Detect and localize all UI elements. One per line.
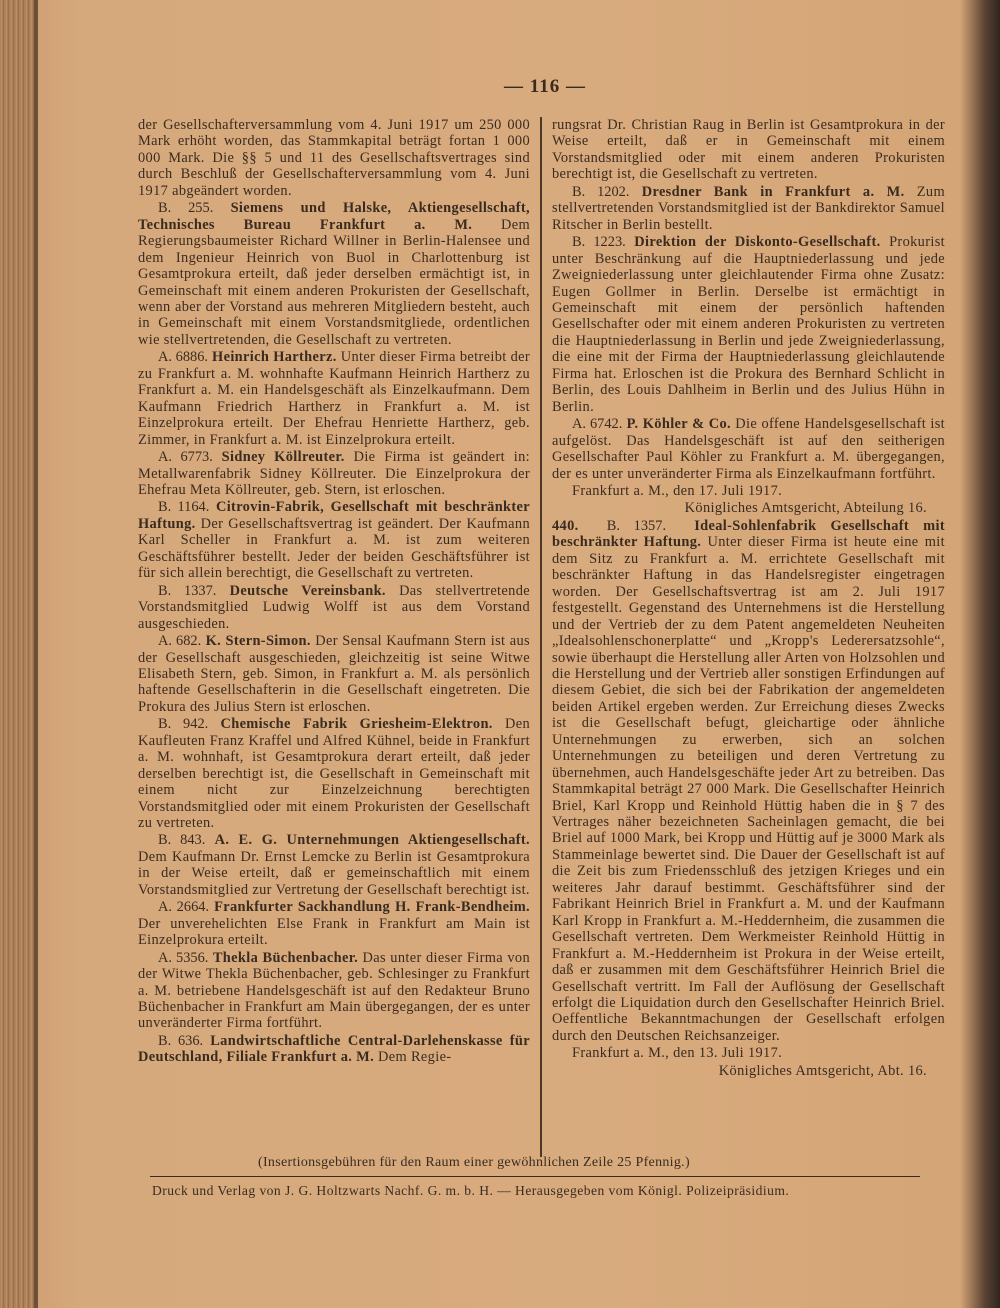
register-entry [138,449,530,498]
register-entry [138,583,530,632]
notice-number: 440. [552,517,579,534]
footer-rule [150,1176,920,1177]
register-ref: B. 942. [158,716,209,733]
book-page-edges [0,0,34,1308]
register-ref: B. 1357. [606,517,667,534]
register-ref: A. 6886. [158,349,209,366]
entry-title: K. Stern-Simon. [205,633,311,650]
register-entry [552,416,945,482]
court-signature: Königliches Amtsgericht, Abt. 16. [718,1062,927,1079]
entry-text: Unter dieser Firma ist heute eine mit dem Sitz zu Frankfurt a. M. errichtete Gesellschaft mit beschränkter Haftung in das Handelsregister eingetragen worden. Der Gesellschaftsvertrag ist am 2. Juli 1917 festgestellt. Gegenstand des Unternehmens ist die Herstellung und der Vertrieb der zu dem Patent angemeldeten Neuheiten „Idealsohlenschonerplatte“ und „Kropp's Lederersatzsohle“, sowie überhaupt die Herstellung aller Arten von Holzsohlen und die Herstellung und der Vertrieb aller sonstigen Erfindungen auf diesem Gebiet, die sich bei der Fabrikation der angemeldeten beiden Artikel ergeben werden. Zur Erreichung dieses Zwecks ist die Gesellschaft befugt, gleichartige oder ähnliche Unternehmungen zu erwerben, sich an solchen Unternehmungen zu beteiligen und deren Vertretung zu übernehmen, auch Handelsgeschäfte jeder Art zu betreiben. Das Stammkapital beträgt 27 000 Mark. Die Gesellschafter Heinrich Briel, Karl Kropp und Reinhold Hüttig haben die in § 7 des Vertrages näher bezeichneten Sacheinlagen gemacht, die bei Briel auf 1000 Mark, bei Kropp und Hüttig auf je 3000 Mark als Stammeinlage bewertet sind. Die Dauer der Gesellschaft ist auf die Zeit bis zum Friedensschluß des jetzigen Krieges und ein weiteres Jahr darauf bestimmt. Geschäftsführer sind der Fabrikant Heinrich Briel in Frankfurt a. M. und der Kaufmann Karl Kropp in Frankfurt a. M.-Heddernheim, die zusammen die Gesellschaft vertreten. Dem Werkmeister Reinhold Hüttig in Frankfurt a. M.-Heddernheim ist Prokura in der Weise erteilt, daß er zusammen mit dem Geschäftsführer Heinrich Briel die Gesellschaft vertritt. Im Fall der Auflösung der Gesellschaft erfolgt die Liquidation durch den Gesellschafter Heinrich Briel. Oeffentliche Bekanntmachungen der Gesellschaft erfolgen durch den Deutschen Reichsanzeiger. [552,534,945,1044]
left-entries [138,200,530,1066]
register-ref: A. 6742. [572,416,623,433]
court-signature: Königliches Amtsgericht, Abteilung 16. [684,500,927,517]
entry-text: Der Gesellschaftsvertrag ist geändert. Der Kaufmann Karl Scheller in Frankfurt a. M. ist zum weiteren Geschäftsführer bestellt. Jeder der beiden Geschäftsführer ist für sich allein berechtigt, die Gesellschaft zu vertreten. [138,515,530,582]
entry-text: Dem Kaufmann Dr. Ernst Lemcke zu Berlin ist Gesamtprokura in der Weise erteilt, daß er gemeinschaftlich mit einem Vorstandsmitglied zur Vertretung der Gesellschaft berechtigt ist. [138,848,530,898]
register-entry [138,1033,530,1066]
entry-title: Frankfurter Sackhandlung H. Frank-Bendheim. [214,899,531,916]
register-ref: B. 1202. [572,183,630,200]
register-ref: A. 682. [158,633,202,650]
entry-title: Direktion der Diskonto-Gesellschaft. [634,234,881,251]
entry-title: Deutsche Vereinsbank. [229,582,386,599]
entry-text: Prokurist unter Beschränkung auf die Hauptniederlassung und jede Zweigniederlassung unter gleichlautender Firma ohne Zusatz: Eugen Gollmer in Berlin. Derselbe ist ermächtigt in Gemeinschaft mit einem der persönlich haftenden Gesellschafter oder mit einem anderen Prokuristen zu vertreten die Hauptniederlassung in Berlin und jede Zweigniederlassung, die eine mit der Firma der Hauptniederlassung gleichlautende Firma hat. Erloschen ist die Prokura des Bernhard Schlicht in Berlin, des Louis Dahlheim in Berlin und des Julius Hühn in Berlin. [552,234,945,415]
entry-text: Den Kaufleuten Franz Kraffel und Alfred Kühnel, beide in Frankfurt a. M. wohnhaft, ist Gesamtprokura derart erteilt, daß jeder derselben berechtigt ist, die Gesellschaft in Gemeinschaft mit einem nicht zur Einzelzeichnung berechtigten Vorstandsmitglied oder mit einem Prokuristen der Gesellschaft zu vertreten. [138,716,531,832]
register-ref: A. 5356. [158,949,209,966]
register-ref: B. 636. [158,1032,204,1049]
entry-text: Das stellvertretende Vorstandsmitglied Ludwig Wolff ist aus dem Vorstand ausgeschieden. [138,582,530,632]
entry-title: Chemische Fabrik Griesheim-Elektron. [220,716,493,733]
entry-title: Ideal-Sohlenfabrik Gesellschaft mit beschränkter Haftung. [552,517,945,551]
page-number: — 116 — [504,76,586,97]
register-entry [138,349,530,448]
entry-title: Sidney Köllreuter. [221,449,345,466]
imprint: Druck und Verlag von J. G. Holtzwarts Nachf. G. m. b. H. — Herausgegeben vom Königl. Polizeipräsidium. [152,1183,790,1198]
entry-text: Unter dieser Firma betreibt der zu Frankfurt a. M. wohnhafte Kaufmann Heinrich Hartherz zu Frankfurt a. M. ein Handelsgeschäft als Einzelkaufmann. Dem Kaufmann Friedrich Hartherz in Frankfurt a. M. ist Einzelprokura erteilt. Der Ehefrau Henriette Hartherz, geb. Zimmer, in Frankfurt a. M. ist Einzelprokura erteilt. [138,349,531,448]
register-entry [552,184,945,233]
left-column [138,117,530,1067]
dateline: Frankfurt a. M., den 17. Juli 1917. [572,482,783,499]
register-entry [138,200,530,348]
column-divider [540,117,542,1157]
register-entry [552,234,945,415]
register-entry [138,950,530,1032]
entry-title: P. Köhler & Co. [626,416,731,433]
fee-note: (Insertionsgebühren für den Raum einer gewöhnlichen Zeile 25 Pfennig.) [258,1155,690,1170]
register-entry [138,633,530,715]
entry-text: Die Firma ist geändert in: Metallwarenfabrik Sidney Köllreuter. Die Einzelprokura der Ehefrau Meta Köllreuter, geb. Stern, ist erloschen. [138,449,531,498]
entry-text: Der unverehelichten Else Frank in Frankfurt am Main ist Einzelprokura erteilt. [138,915,530,949]
entry-text: Dem Regie- [378,1049,452,1066]
entry-title: A. E. G. Unternehmungen Aktiengesellschaft. [214,832,530,849]
register-ref: A. 6773. [158,449,213,466]
right-entries [552,184,945,482]
register-entry [138,832,530,898]
register-entry [138,499,530,581]
entry-title: Citrovin-Fabrik, Gesellschaft mit beschränkter Haftung. [138,499,531,532]
continuation-text: der Gesellschafterversammlung vom 4. Juni 1917 um 250 000 Mark erhöht worden, das Stammkapital beträgt fortan 1 000 000 Mark. Die §§ 5 und 11 des Gesellschaftsvertrages sind durch Beschluß der Gesellschafterversammlung vom 4. Juni 1917 abgeändert worden. [138,117,530,199]
register-ref: B. 1223. [572,234,626,251]
entry-title: Siemens und Halske, Aktiengesellschaft, Technisches Bureau Frankfurt a. M. [138,200,531,233]
entry-title: Thekla Büchenbacher. [212,949,359,966]
notice-entry [552,518,945,1045]
right-column [552,117,945,1079]
entry-text: Die offene Handelsgesellschaft ist aufgelöst. Das Handelsgeschäft ist auf den seitherigen Gesellschafter Paul Köhler zu Frankfurt a. M. übergegangen, der es unter unveränderter Firma als Einzelkaufmann fortführt. [552,416,946,482]
entry-title: Heinrich Hartherz. [212,349,337,366]
continuation-text: rungsrat Dr. Christian Raug in Berlin ist Gesamtprokura in der Weise erteilt, daß er in Gemeinschaft mit einem Vorstandsmitglied oder mit einem anderen Prokuristen berechtigt ist, die Gesellschaft zu vertreten. [552,117,945,183]
entry-title: Landwirtschaftliche Central-Darlehenskasse für Deutschland, Filiale Frankfurt a. M. [138,1032,530,1066]
entry-text: Der Sensal Kaufmann Stern ist aus der Gesellschaft ausgeschieden, gleichzeitig ist seine Witwe Elisabeth Stern, geb. Simon, in Frankfurt a. M. als persönlich haftende Gesellschafterin in die Gesellschaft eingetreten. Die Prokura des Julius Stern ist erloschen. [138,633,530,715]
entry-text: Das unter dieser Firma von der Witwe Thekla Büchenbacher, geb. Schlesinger zu Frankfurt a. M. betriebene Handelsgeschäft ist auf den Redakteur Bruno Büchenbacher in Frankfurt am Main übergegangen, der es unter unveränderter Firma fortführt. [138,949,531,1032]
entry-text: Dem Regierungsbaumeister Richard Willner in Berlin-Halensee und dem Ingenieur Heinrich von Buol in Charlottenburg ist Gesamtprokura erteilt, daß jeder derselben ermächtigt ist, in Gemeinschaft mit einem anderen Prokuristen der Gesellschaft, wenn aber der Vorstand aus mehreren Mitgliedern besteht, auch in Gemeinschaft mit einem Vorstandsmitgliede, ordentlichen wie stellvertretenden, die Gesellschaft zu vertreten. [138,216,531,348]
register-entry [138,716,530,831]
dateline: Frankfurt a. M., den 13. Juli 1917. [572,1045,783,1062]
register-ref: B. 255. [158,200,214,217]
entry-text: Zum stellvertretenden Vorstandsmitglied ist der Bankdirektor Samuel Ritscher in Berlin bestellt. [552,183,945,233]
register-ref: B. 843. [158,832,206,849]
register-ref: B. 1337. [158,582,217,599]
register-ref: B. 1164. [158,499,210,516]
register-entry [138,899,530,948]
entry-title: Dresdner Bank in Frankfurt a. M. [641,183,905,200]
register-ref: A. 2664. [158,899,210,916]
